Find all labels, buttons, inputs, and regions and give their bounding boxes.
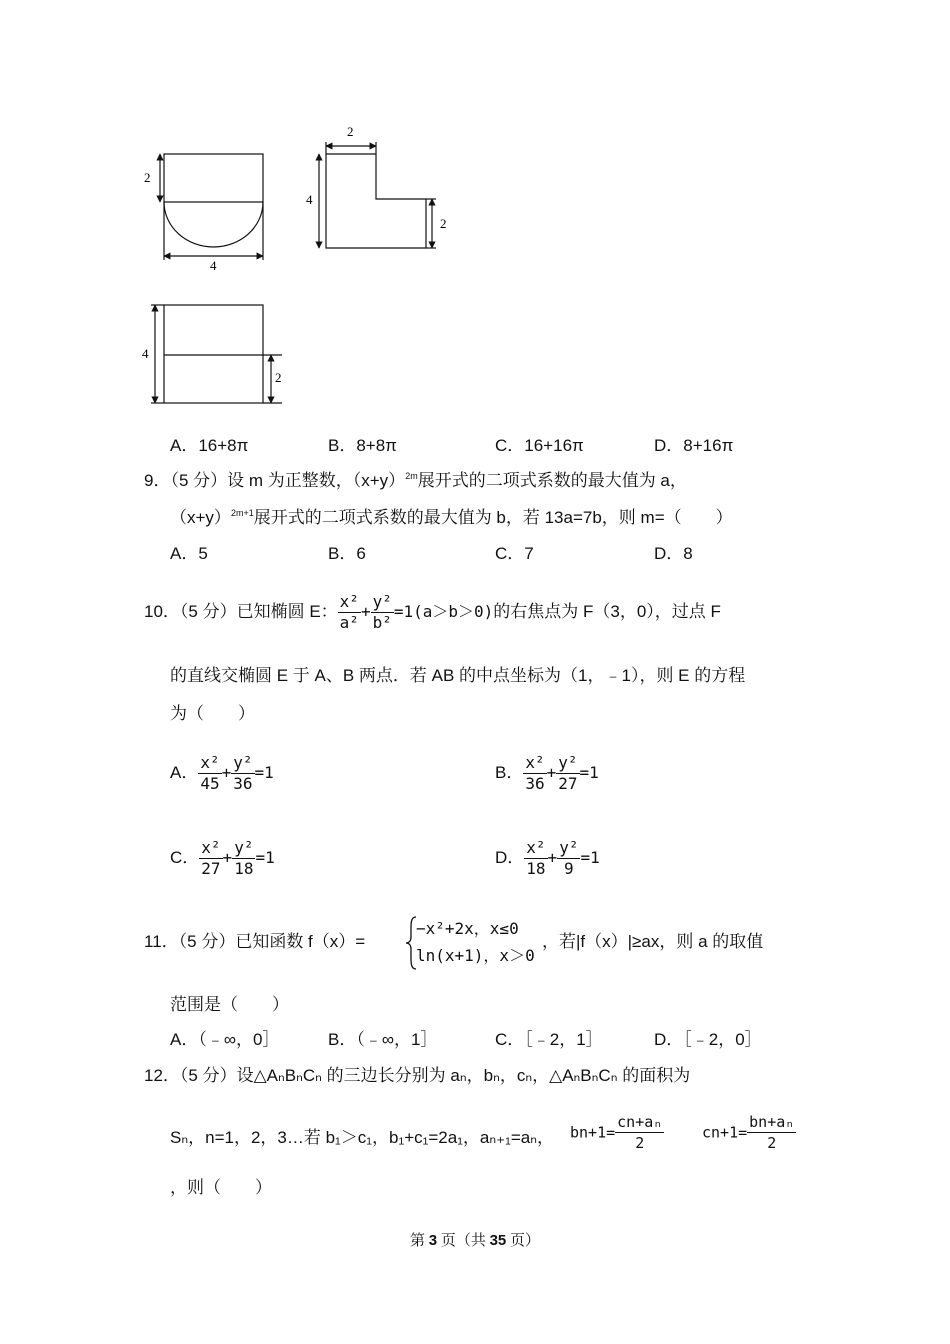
q9-option-d: D．8 [654,544,693,563]
q12-number: 12． [144,1066,180,1085]
q11-line1-pre [144,931,365,953]
q12-line1 [144,1065,690,1087]
q8-option-a: A．16+8π [170,436,249,455]
q8-option-d: D．8+16π [654,436,734,455]
fig1-height-label: 2 [144,170,151,185]
q11-option-d: D．［﹣2，0］ [654,1030,762,1049]
top-view [151,305,282,403]
q10-line3: 为（ ） [170,704,255,723]
q12-b-recurrence: bn+1= $\frac{\text{cn+aₙ}}{2}$ [570,1113,663,1152]
q9-option-c: C．7 [495,544,534,563]
q9-text-a: （5 分）设 m 为正整数，（x+y） [170,471,406,490]
q9-exponent-1: 2m [405,471,418,481]
q11-option-c: C．［﹣2，1］ [495,1030,603,1049]
q10-frac-y: $\frac{\text{y²}}{\text{b²}}$ [372,592,392,633]
q9-number: 9． [144,471,171,490]
three-view-figures [130,120,470,420]
q12-text-a: （5 分）设△AₙBₙCₙ 的三边长分别为 aₙ，bₙ，cₙ，△AₙBₙCₙ 的面积为 [179,1066,691,1085]
fig2-top-label: 2 [347,124,354,139]
q8-option-c: C．16+16π [495,436,584,455]
q8-option-b: B．8+8π [328,436,397,455]
front-view [160,154,263,260]
fig3-height-label: 4 [142,346,149,361]
q10-line2: 的直线交椭圆 E 于 A、B 两点．若 AB 的中点坐标为（1，﹣1），则 E 的方程 [170,666,746,685]
q9-line2 [170,507,733,531]
q9-exponent-2: 2m+1 [230,508,254,518]
q11-option-b: B．（﹣∞，1］ [328,1030,438,1049]
fig1-width-label: 4 [210,258,217,273]
q12-line3: ，则（ ） [170,1178,272,1197]
q11-line1-post: ，若|f（x）|≥ax，则 a 的取值 [542,932,764,951]
q11-case-2: ln(x+1)，x＞0 [416,946,535,965]
q10-condition: =1(a＞b＞0) [393,602,494,621]
fig2-step-label: 2 [440,216,447,231]
q10-text-b: 的右焦点为 F（3，0），过点 F [493,602,721,621]
q10-line1: 10．（5 分）已知椭圆 E： $\frac{\text{x²}}{\text{a²}}$ + $\frac{\text{y²}}{\text{b²}}$ =1(a＞b＞0)的右焦点为 F（3，0），过点 F [144,592,721,633]
page-footer: 第 3 页（共 35 页） [409,1232,541,1249]
q9-text-c: （x+y） [170,508,231,527]
q11-case-1: −x²+2x，x≤0 [416,919,519,938]
q11-number: 11． [144,932,179,951]
q12-line2: Sₙ，n=1，2，3…若 b₁＞c₁，b₁+c₁=2a₁，aₙ₊₁=aₙ， [170,1128,555,1147]
q9-text-b: 展开式的二项式系数的最大值为 a， [417,471,687,490]
q10-frac-x: $\frac{\text{x²}}{\text{a²}}$ [339,592,359,633]
q10-option-a: A． $\frac{\text{x²}}{45}$ + $\frac{\text{y²}}{36}$ =1 [170,753,274,794]
page-number: 3 [428,1232,438,1249]
q10-option-d: D． $\frac{\text{x²}}{18}$ + $\frac{\text{y²}}{9}$ =1 [495,838,600,879]
fig3-step-label: 2 [275,370,282,385]
side-view [319,142,436,248]
q9-option-b: B．6 [328,544,366,563]
q11-text-a: （5 分）已知函数 f（x）= [178,932,366,951]
q9-text-d: 展开式的二项式系数的最大值为 b，若 13a=7b，则 m=（ ） [253,508,733,527]
q10-text-a: （5 分）已知椭圆 E： [179,602,338,621]
page-total: 35 [489,1232,507,1249]
fig2-height-label: 4 [306,192,313,207]
q9-line1 [144,470,687,494]
q12-c-recurrence: cn+1= $\frac{\text{bn+aₙ}}{2}$ [702,1113,795,1152]
q11-line2: 范围是（ ） [170,995,289,1014]
q10-number: 10． [144,602,180,621]
q11-option-a: A．（﹣∞，0］ [170,1030,280,1049]
q9-option-a: A．5 [170,544,208,563]
q10-option-c: C． $\frac{\text{x²}}{27}$ + $\frac{\text{y²}}{18}$ =1 [170,838,275,879]
q10-option-b: B． $\frac{\text{x²}}{36}$ + $\frac{\text{y²}}{27}$ =1 [495,753,599,794]
